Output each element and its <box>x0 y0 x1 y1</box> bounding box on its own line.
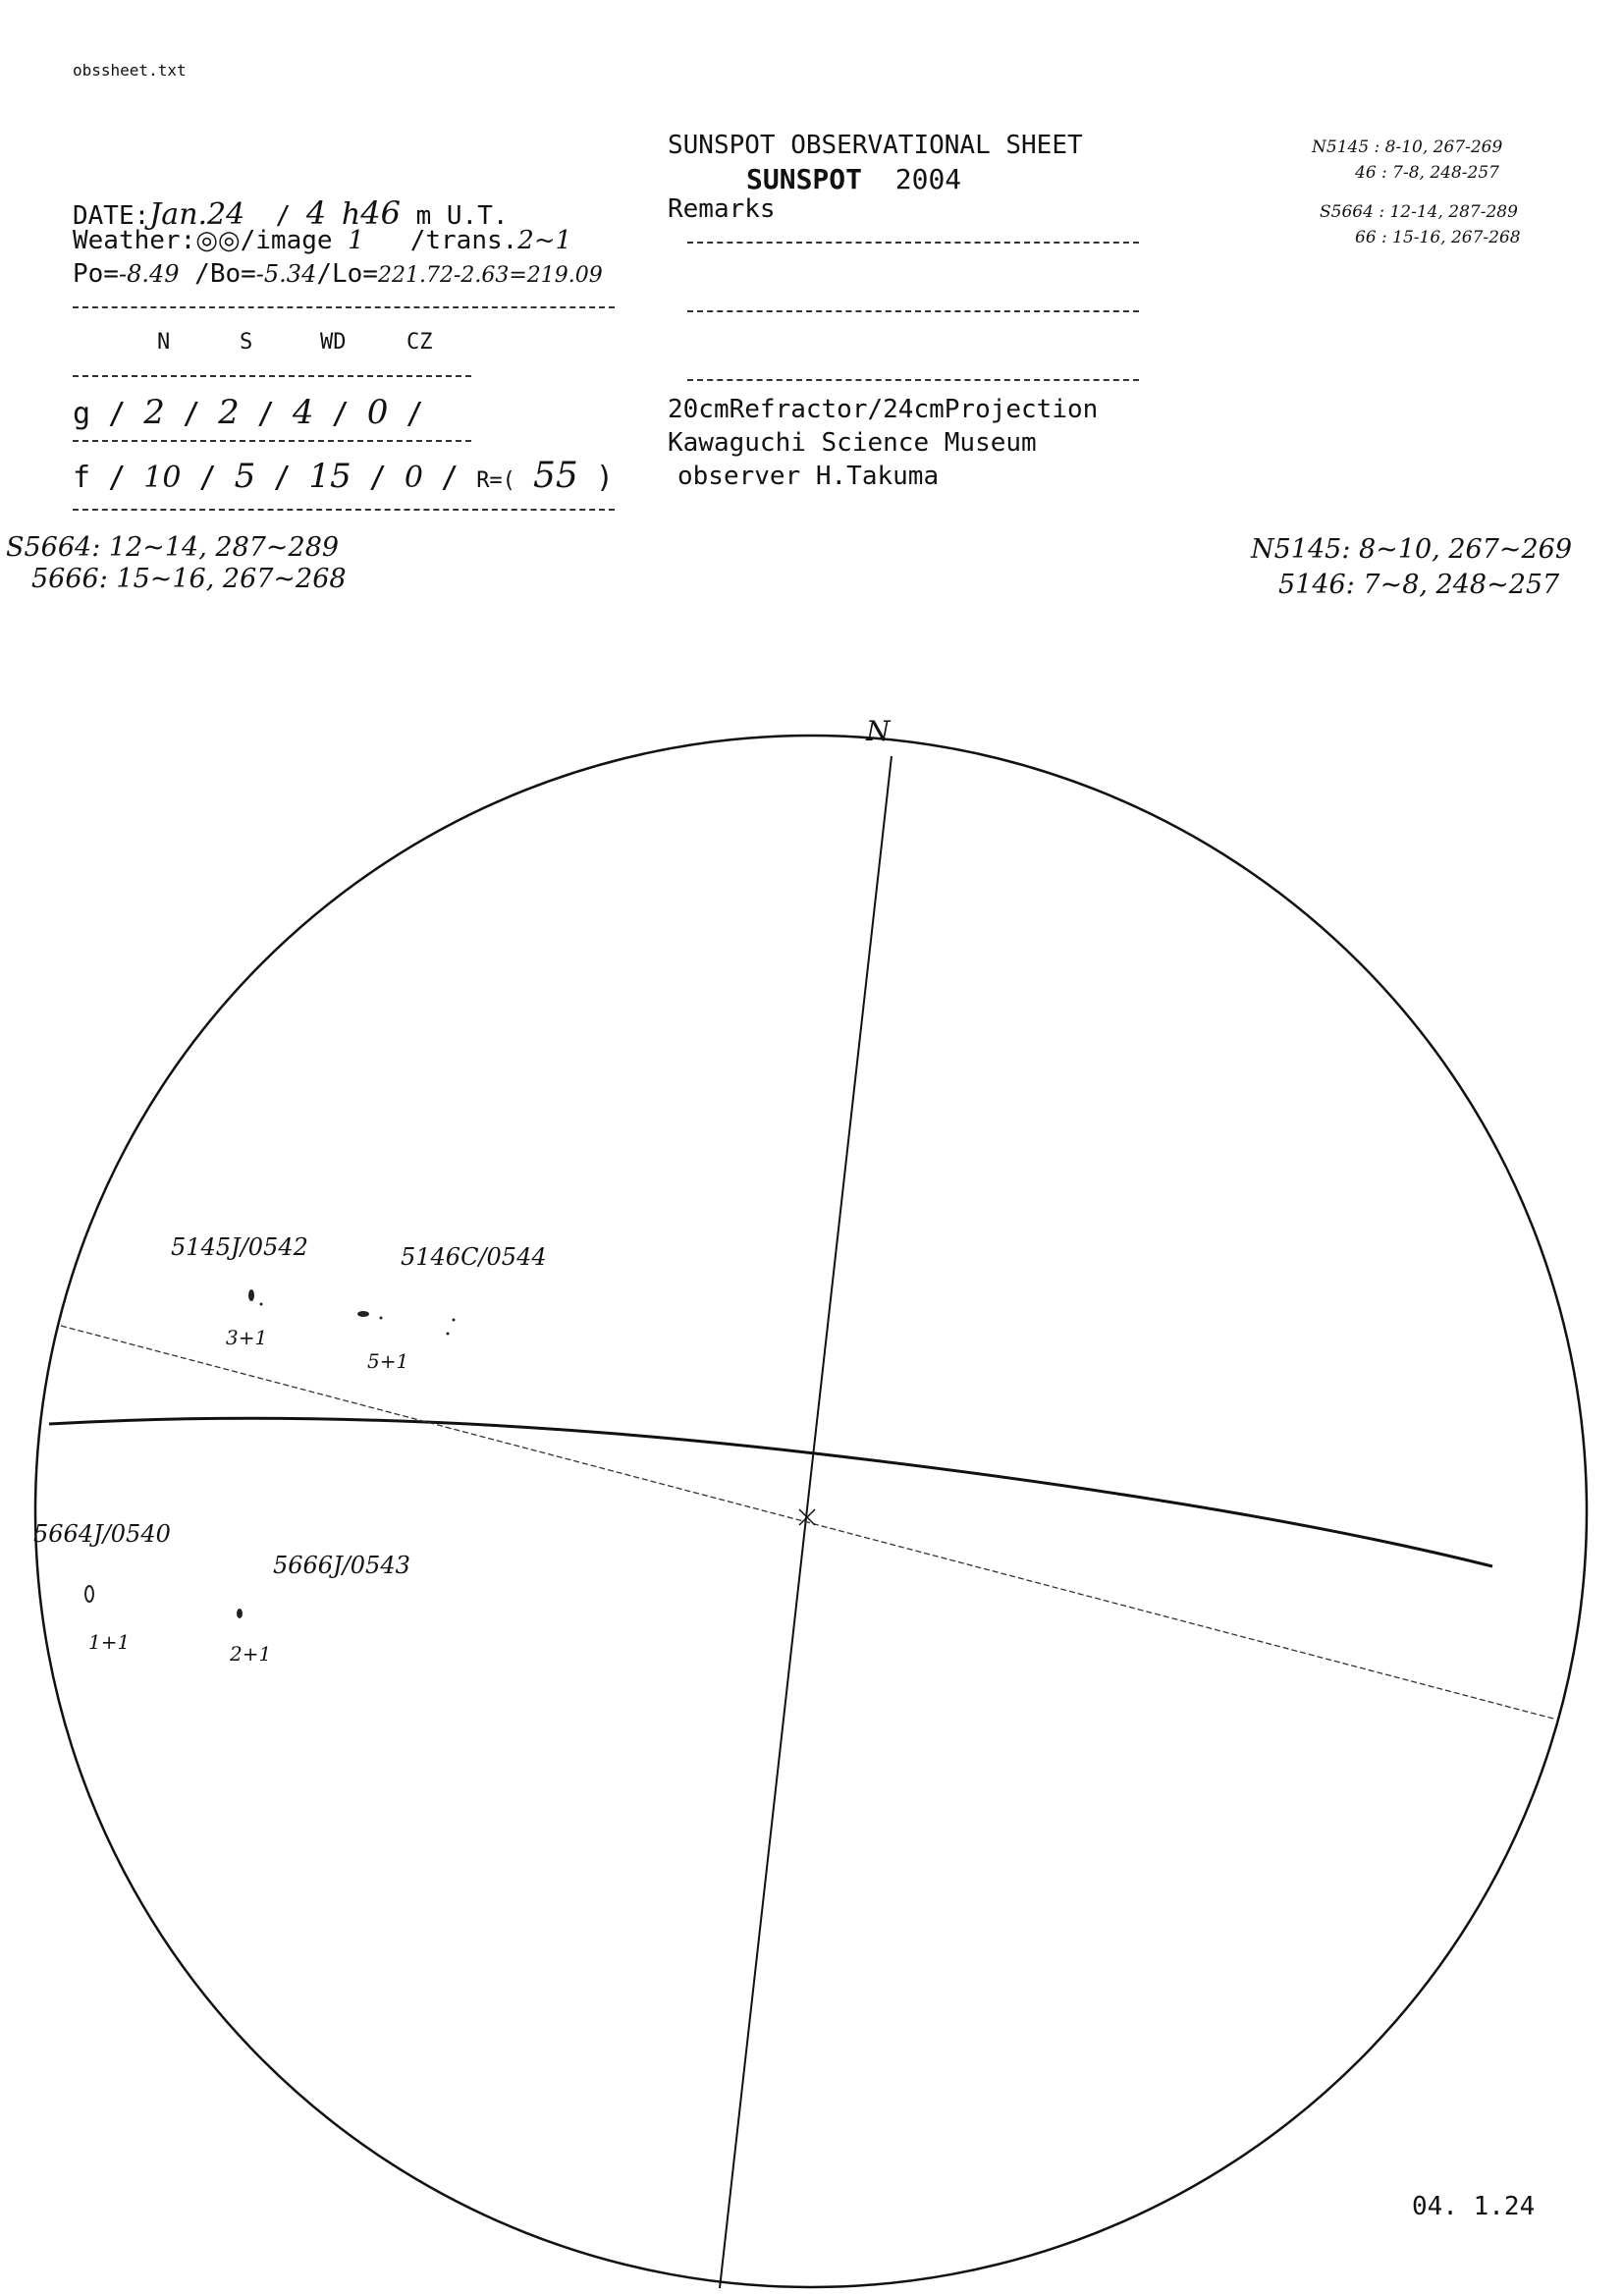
corner-note-1: N5145 : 8-10, 267-269 <box>1312 137 1503 157</box>
institution: Kawaguchi Science Museum <box>668 428 1037 458</box>
sunspot-5666 <box>237 1609 243 1618</box>
ecliptic-line <box>61 1326 1553 1719</box>
north-range-1: N5145: 8~10, 267~269 <box>1251 534 1573 565</box>
f-n: 10 <box>143 461 182 495</box>
subtitle-year: 2004 <box>894 163 962 195</box>
time-separator: / <box>275 201 292 231</box>
group-count-5145: 3+1 <box>226 1326 268 1349</box>
r-value: 55 <box>533 456 578 496</box>
sunspot-5146 <box>357 1311 369 1317</box>
b0-label: /Bo= <box>194 259 256 289</box>
g-n: 2 <box>143 393 165 432</box>
north-mark: N <box>866 715 891 747</box>
corner-note-4: 66 : 15-16, 267-268 <box>1355 228 1521 247</box>
f-row: f / 10 / 5 / 15 / 0 / R=( 55 ) <box>73 456 614 496</box>
b0-value: -5.34 <box>255 260 317 288</box>
sunspot-5664 <box>85 1586 93 1602</box>
telescope-info: 20cmRefractor/24cmProjection <box>668 395 1099 424</box>
group-count-5664: 1+1 <box>88 1630 131 1654</box>
corner-note-2: 46 : 7-8, 248-257 <box>1355 163 1499 183</box>
l0-label: /Lo= <box>316 259 378 289</box>
weather-label: Weather: <box>73 226 196 255</box>
weather-value: ◎◎ <box>195 226 241 255</box>
count-header-cz: CZ <box>406 330 433 355</box>
hour-value: 4 <box>305 194 327 232</box>
sunspot-5146-b <box>380 1317 383 1320</box>
solar-equator-line <box>49 1418 1492 1566</box>
hour-unit: h <box>341 197 361 232</box>
g-label: g <box>73 397 91 431</box>
sunspot-5146-c <box>453 1319 456 1322</box>
date-label: DATE: <box>73 201 150 231</box>
group-count-5666: 2+1 <box>230 1642 272 1666</box>
solar-disk-outline <box>35 736 1587 2287</box>
count-header-s: S <box>240 330 253 355</box>
f-cz: 0 <box>404 461 423 495</box>
r-close: ) <box>595 461 614 495</box>
minute-unit: m <box>415 201 432 231</box>
trans-value: 2~1 <box>517 226 572 255</box>
remarks-label: Remarks <box>668 194 776 224</box>
corner-note-3: S5664 : 12-14, 287-289 <box>1320 202 1518 222</box>
f-s: 5 <box>234 457 256 496</box>
f-label: f <box>73 461 91 495</box>
file-name: obssheet.txt <box>73 61 187 80</box>
group-label-5664: 5664J/0540 <box>33 1520 171 1548</box>
group-label-5666: 5666J/0543 <box>273 1552 410 1579</box>
count-header-wd: WD <box>320 330 347 355</box>
south-range-2: 5666: 15~16, 267~268 <box>31 564 347 594</box>
date-value: Jan.24 <box>149 197 245 232</box>
p0-label: Po= <box>73 259 119 289</box>
p0-value: -8.49 <box>118 260 180 288</box>
sheet-title: SUNSPOT OBSERVATIONAL SHEET <box>668 131 1083 160</box>
sunspot-5145 <box>248 1289 254 1301</box>
observer: observer H.Takuma <box>677 462 940 491</box>
trans-label: /trans. <box>409 226 518 255</box>
g-s: 2 <box>218 393 240 432</box>
sunspot-5145-b <box>260 1303 263 1306</box>
time-suffix: U.T. <box>446 201 509 231</box>
image-label: /image <box>240 226 333 255</box>
footer-date: 04. 1.24 <box>1412 2192 1536 2221</box>
l0-value: 221.72-2.63=219.09 <box>377 263 603 288</box>
group-count-5146: 5+1 <box>367 1349 409 1373</box>
group-label-5146: 5146C/0544 <box>401 1243 547 1271</box>
subtitle-prefix: SUNSPOT <box>746 163 863 195</box>
north-range-2: 5146: 7~8, 248~257 <box>1278 570 1560 600</box>
minute-value: 46 <box>360 194 401 232</box>
sunspot-5146-d <box>447 1333 450 1336</box>
image-value: 1 <box>348 226 364 255</box>
g-row: g / 2 / 2 / 4 / 0 / <box>73 393 424 432</box>
group-label-5145: 5145J/0542 <box>171 1233 308 1261</box>
f-wd: 15 <box>308 457 352 496</box>
g-wd: 4 <box>292 393 314 432</box>
count-header-n: N <box>157 330 171 355</box>
south-range-1: S5664: 12~14, 287~289 <box>6 532 340 563</box>
g-cz: 0 <box>366 393 389 432</box>
r-label: R=( <box>476 468 515 493</box>
